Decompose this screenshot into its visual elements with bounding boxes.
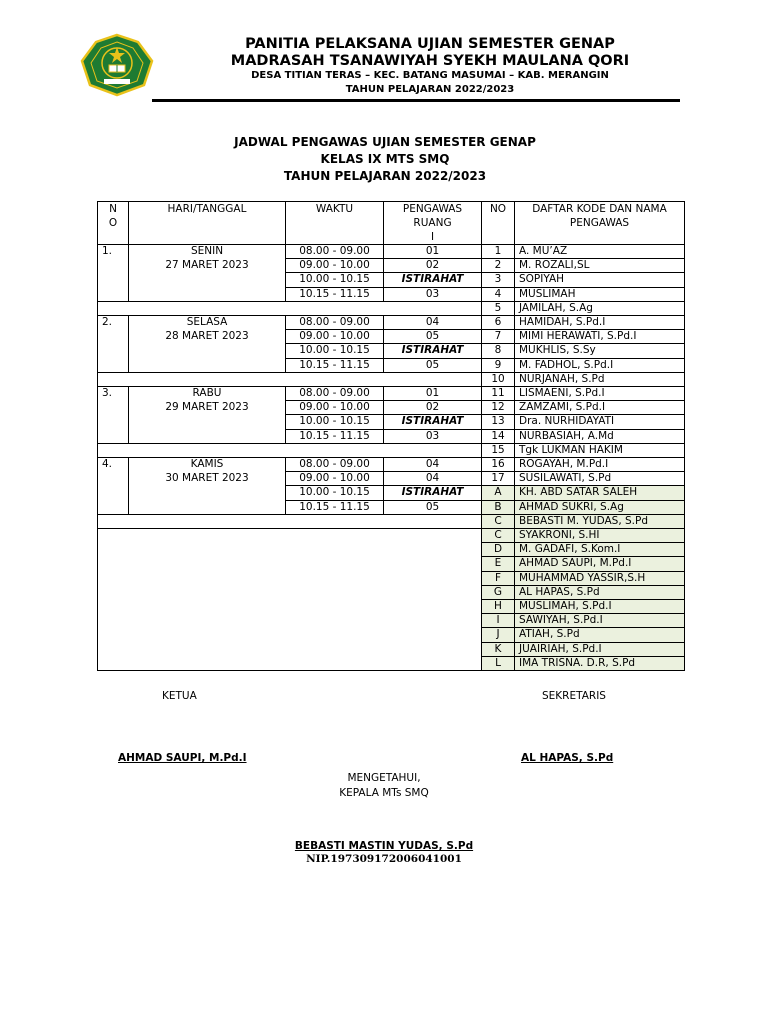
row-no — [98, 259, 129, 273]
spacer-cell — [98, 301, 482, 315]
row-day: RABU — [129, 387, 286, 401]
header-list-line1: DAFTAR KODE DAN NAMA — [532, 203, 667, 215]
acknowledged-label: MENGETAHUI, — [347, 772, 421, 784]
header-divider — [152, 99, 680, 102]
row-day: KAMIS — [129, 458, 286, 472]
row-day — [129, 287, 286, 301]
row-room: 04 — [384, 472, 482, 486]
table-row — [98, 372, 685, 386]
table-row — [98, 458, 685, 472]
empty-area — [98, 614, 482, 628]
academic-year: TAHUN PELAJARAN 2022/2023 — [345, 84, 515, 95]
table-row — [98, 486, 685, 500]
row-name: MUSLIMAH — [515, 287, 685, 301]
row-time: 08.00 - 09.00 — [286, 387, 384, 401]
header-room-line1: PENGAWAS — [402, 203, 463, 215]
row-room: 01 — [384, 245, 482, 259]
table-row — [98, 358, 685, 372]
table-row — [98, 543, 685, 557]
row-room: 01 — [384, 387, 482, 401]
row-time: 10.00 - 10.15 — [286, 344, 384, 358]
row-name: BEBASTI M. YUDAS, S.Pd — [515, 514, 685, 528]
row-num: I — [482, 614, 515, 628]
row-name: IMA TRISNA. D.R, S.Pd — [515, 656, 685, 670]
row-day — [129, 429, 286, 443]
row-name: M. GADAFI, S.Kom.I — [515, 543, 685, 557]
table-row — [98, 401, 685, 415]
row-day — [129, 344, 286, 358]
row-time: 10.15 - 11.15 — [286, 287, 384, 301]
row-num: G — [482, 585, 515, 599]
row-name: Tgk LUKMAN HAKIM — [515, 443, 685, 457]
header-no-line2: O — [108, 217, 118, 229]
row-name: MUSLIMAH, S.Pd.I — [515, 600, 685, 614]
row-time: 08.00 - 09.00 — [286, 316, 384, 330]
row-room: ISTIRAHAT — [384, 344, 482, 358]
row-num: F — [482, 571, 515, 585]
header-list-line2: PENGAWAS — [569, 217, 630, 229]
row-room: ISTIRAHAT — [384, 486, 482, 500]
doc-title-line2: KELAS IX MTS SMQ — [320, 152, 450, 166]
doc-title-line3: TAHUN PELAJARAN 2022/2023 — [283, 169, 487, 183]
doc-title-line1: JADWAL PENGAWAS UJIAN SEMESTER GENAP — [234, 135, 536, 149]
row-no: 3. — [98, 387, 129, 401]
table-row — [98, 529, 685, 543]
table-row — [98, 656, 685, 670]
row-name: MUHAMMAD YASSIR,S.H — [515, 571, 685, 585]
table-row — [98, 557, 685, 571]
row-name: HAMIDAH, S.Pd.I — [515, 316, 685, 330]
spacer-cell — [98, 514, 482, 528]
row-num: 16 — [482, 458, 515, 472]
row-room: 05 — [384, 330, 482, 344]
row-day — [129, 358, 286, 372]
chair-role: KETUA — [162, 690, 197, 702]
row-no — [98, 273, 129, 287]
row-num: 15 — [482, 443, 515, 457]
row-time: 09.00 - 10.00 — [286, 401, 384, 415]
row-name: AHMAD SUKRI, S.Ag — [515, 500, 685, 514]
row-day: 30 MARET 2023 — [129, 472, 286, 486]
row-num: 10 — [482, 372, 515, 386]
table-row — [98, 287, 685, 301]
header-day: HARI/TANGGAL — [129, 202, 286, 245]
row-num: 8 — [482, 344, 515, 358]
row-num: 5 — [482, 301, 515, 315]
row-time: 09.00 - 10.00 — [286, 472, 384, 486]
row-no — [98, 330, 129, 344]
school-name: MADRASAH TSANAWIYAH SYEKH MAULANA QORI — [230, 53, 630, 69]
row-name: SAWIYAH, S.Pd.I — [515, 614, 685, 628]
row-num: 1 — [482, 245, 515, 259]
row-time: 10.15 - 11.15 — [286, 500, 384, 514]
empty-area — [98, 600, 482, 614]
table-row — [98, 642, 685, 656]
row-num: K — [482, 642, 515, 656]
row-time: 10.00 - 10.15 — [286, 415, 384, 429]
row-num: 14 — [482, 429, 515, 443]
row-time: 10.15 - 11.15 — [286, 358, 384, 372]
row-time: 08.00 - 09.00 — [286, 458, 384, 472]
row-time: 10.00 - 10.15 — [286, 273, 384, 287]
row-num: 12 — [482, 401, 515, 415]
row-no — [98, 401, 129, 415]
row-num: 7 — [482, 330, 515, 344]
table-row — [98, 330, 685, 344]
row-name: KH. ABD SATAR SALEH — [515, 486, 685, 500]
school-address: DESA TITIAN TERAS – KEC. BATANG MASUMAI – KAB. MERANGIN — [251, 70, 609, 81]
spacer-cell — [98, 443, 482, 457]
row-no — [98, 415, 129, 429]
header-room — [384, 202, 482, 245]
table-row — [98, 415, 685, 429]
row-time: 09.00 - 10.00 — [286, 330, 384, 344]
table-row — [98, 443, 685, 457]
row-name: ZAMZAMI, S.Pd.I — [515, 401, 685, 415]
row-name: AHMAD SAUPI, M.Pd.I — [515, 557, 685, 571]
row-day — [129, 500, 286, 514]
row-name: SUSILAWATI, S.Pd — [515, 472, 685, 486]
row-room: 05 — [384, 358, 482, 372]
table-row — [98, 429, 685, 443]
row-room: ISTIRAHAT — [384, 273, 482, 287]
row-room: 05 — [384, 500, 482, 514]
row-no — [98, 344, 129, 358]
row-no: 4. — [98, 458, 129, 472]
row-name: M. FADHOL, S.Pd.I — [515, 358, 685, 372]
table-row — [98, 600, 685, 614]
table-row — [98, 259, 685, 273]
row-room: ISTIRAHAT — [384, 415, 482, 429]
row-day — [129, 486, 286, 500]
header-time: WAKTU — [286, 202, 384, 245]
row-room: 02 — [384, 259, 482, 273]
table-row — [98, 301, 685, 315]
row-day: SELASA — [129, 316, 286, 330]
empty-area — [98, 642, 482, 656]
table-row — [98, 316, 685, 330]
row-day — [129, 415, 286, 429]
row-num: 11 — [482, 387, 515, 401]
empty-area — [98, 529, 482, 543]
row-num: 17 — [482, 472, 515, 486]
table-row — [98, 245, 685, 259]
row-name: NURJANAH, S.Pd — [515, 372, 685, 386]
row-time: 08.00 - 09.00 — [286, 245, 384, 259]
row-name: MIMI HERAWATI, S.Pd.I — [515, 330, 685, 344]
empty-area — [98, 585, 482, 599]
row-time: 09.00 - 10.00 — [286, 259, 384, 273]
table-row — [98, 514, 685, 528]
chair-name: AHMAD SAUPI, M.Pd.I — [118, 752, 247, 764]
row-room: 04 — [384, 458, 482, 472]
header-no-line1: N — [109, 203, 117, 215]
row-num: C — [482, 529, 515, 543]
row-name: SYAKRONI, S.HI — [515, 529, 685, 543]
row-num: A — [482, 486, 515, 500]
row-num: E — [482, 557, 515, 571]
row-no: 1. — [98, 245, 129, 259]
row-num: 9 — [482, 358, 515, 372]
madrasah-logo — [76, 33, 158, 97]
row-num: L — [482, 656, 515, 670]
principal-nip: NIP.197309172006041001 — [306, 853, 462, 865]
table-row — [98, 628, 685, 642]
row-day: SENIN — [129, 245, 286, 259]
table-row — [98, 472, 685, 486]
row-no — [98, 486, 129, 500]
header-num: NO — [482, 202, 515, 245]
row-name: ATIAH, S.Pd — [515, 628, 685, 642]
row-name: NURBASIAH, A.Md — [515, 429, 685, 443]
empty-area — [98, 543, 482, 557]
header-room-line2: RUANG — [413, 217, 452, 229]
row-num: 4 — [482, 287, 515, 301]
row-no — [98, 287, 129, 301]
row-name: JUAIRIAH, S.Pd.I — [515, 642, 685, 656]
row-name: ROGAYAH, M.Pd.I — [515, 458, 685, 472]
row-time: 10.15 - 11.15 — [286, 429, 384, 443]
secretary-name: AL HAPAS, S.Pd — [521, 752, 614, 764]
row-name: SOPIYAH — [515, 273, 685, 287]
row-no — [98, 500, 129, 514]
row-name: A. MU’AZ — [515, 245, 685, 259]
row-name: LISMAENI, S.Pd.I — [515, 387, 685, 401]
table-header-row — [98, 202, 685, 245]
table-row — [98, 500, 685, 514]
row-name: M. ROZALI,SL — [515, 259, 685, 273]
row-time: 10.00 - 10.15 — [286, 486, 384, 500]
header-list — [515, 202, 685, 245]
table-row — [98, 614, 685, 628]
empty-area — [98, 656, 482, 670]
table-row — [98, 273, 685, 287]
row-room: 03 — [384, 429, 482, 443]
row-room: 02 — [384, 401, 482, 415]
table-row — [98, 387, 685, 401]
row-name: MUKHLIS, S.Sy — [515, 344, 685, 358]
secretary-role: SEKRETARIS — [542, 690, 606, 702]
table-row — [98, 344, 685, 358]
row-num: 3 — [482, 273, 515, 287]
row-name: Dra. NURHIDAYATI — [515, 415, 685, 429]
row-day — [129, 273, 286, 287]
row-num: D — [482, 543, 515, 557]
header-room-line3: I — [430, 231, 435, 243]
empty-area — [98, 628, 482, 642]
row-no — [98, 472, 129, 486]
schedule-table — [97, 201, 685, 671]
principal-role: KEPALA MTs SMQ — [339, 787, 429, 799]
committee-title: PANITIA PELAKSANA UJIAN SEMESTER GENAP — [245, 36, 615, 52]
row-num: 13 — [482, 415, 515, 429]
table-row — [98, 585, 685, 599]
empty-area — [98, 557, 482, 571]
row-num: 6 — [482, 316, 515, 330]
empty-area — [98, 571, 482, 585]
row-room: 03 — [384, 287, 482, 301]
row-num: 2 — [482, 259, 515, 273]
row-num: C — [482, 514, 515, 528]
row-name: AL HAPAS, S.Pd — [515, 585, 685, 599]
table-row — [98, 571, 685, 585]
row-day: 29 MARET 2023 — [129, 401, 286, 415]
row-name: JAMILAH, S.Ag — [515, 301, 685, 315]
row-num: B — [482, 500, 515, 514]
row-room: 04 — [384, 316, 482, 330]
row-num: J — [482, 628, 515, 642]
row-no: 2. — [98, 316, 129, 330]
row-no — [98, 358, 129, 372]
row-day: 27 MARET 2023 — [129, 259, 286, 273]
spacer-cell — [98, 372, 482, 386]
row-num: H — [482, 600, 515, 614]
principal-name: BEBASTI MASTIN YUDAS, S.Pd — [294, 840, 474, 852]
row-day: 28 MARET 2023 — [129, 330, 286, 344]
row-no — [98, 429, 129, 443]
header-no — [98, 202, 129, 245]
